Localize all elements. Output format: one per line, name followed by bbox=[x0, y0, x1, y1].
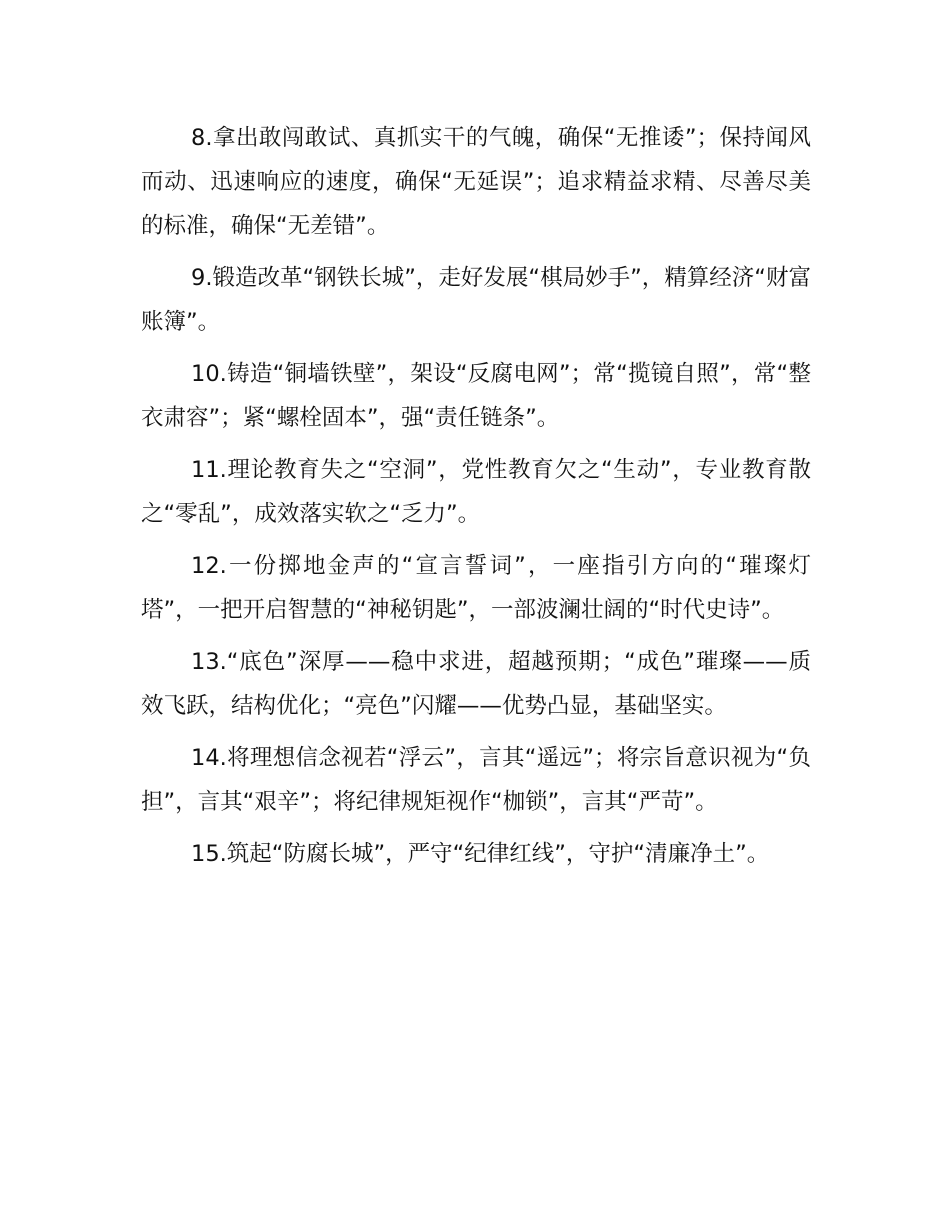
paragraph-10: 10.铸造“铜墙铁壁”，架设“反腐电网”；常“揽镜自照”，常“整衣肃容”；紧“螺栓固本”，强“责任链条”。 bbox=[141, 361, 811, 431]
paragraph-11: 11.理论教育失之“空洞”，党性教育欠之“生动”，专业教育散之“零乱”，成效落实软之“乏力”。 bbox=[141, 457, 811, 527]
paragraph-12: 12.一份掷地金声的“宣言誓词”，一座指引方向的“璀璨灯塔”，一把开启智慧的“神秘钥匙”，一部波澜壮阔的“时代史诗”。 bbox=[141, 553, 811, 623]
paragraph-13: 13.“底色”深厚——稳中求进，超越预期；“成色”璀璨——质效飞跃，结构优化；“亮色”闪耀——优势凸显，基础坚实。 bbox=[141, 649, 811, 719]
paragraph-14: 14.将理想信念视若“浮云”，言其“遥远”；将宗旨意识视为“负担”，言其“艰辛”；将纪律规矩视作“枷锁”，言其“严苛”。 bbox=[141, 745, 811, 815]
paragraph-9: 9.锻造改革“钢铁长城”，走好发展“棋局妙手”，精算经济“财富账簿”。 bbox=[141, 265, 811, 335]
paragraph-15: 15.筑起“防腐长城”，严守“纪律红线”，守护“清廉净土”。 bbox=[191, 841, 770, 867]
document-body bbox=[141, 116, 811, 884]
paragraph-8: 8.拿出敢闯敢试、真抓实干的气魄，确保“无推诿”；保持闻风而动、迅速响应的速度，确保“无延误”；追求精益求精、尽善尽美的标准，确保“无差错”。 bbox=[141, 125, 811, 239]
